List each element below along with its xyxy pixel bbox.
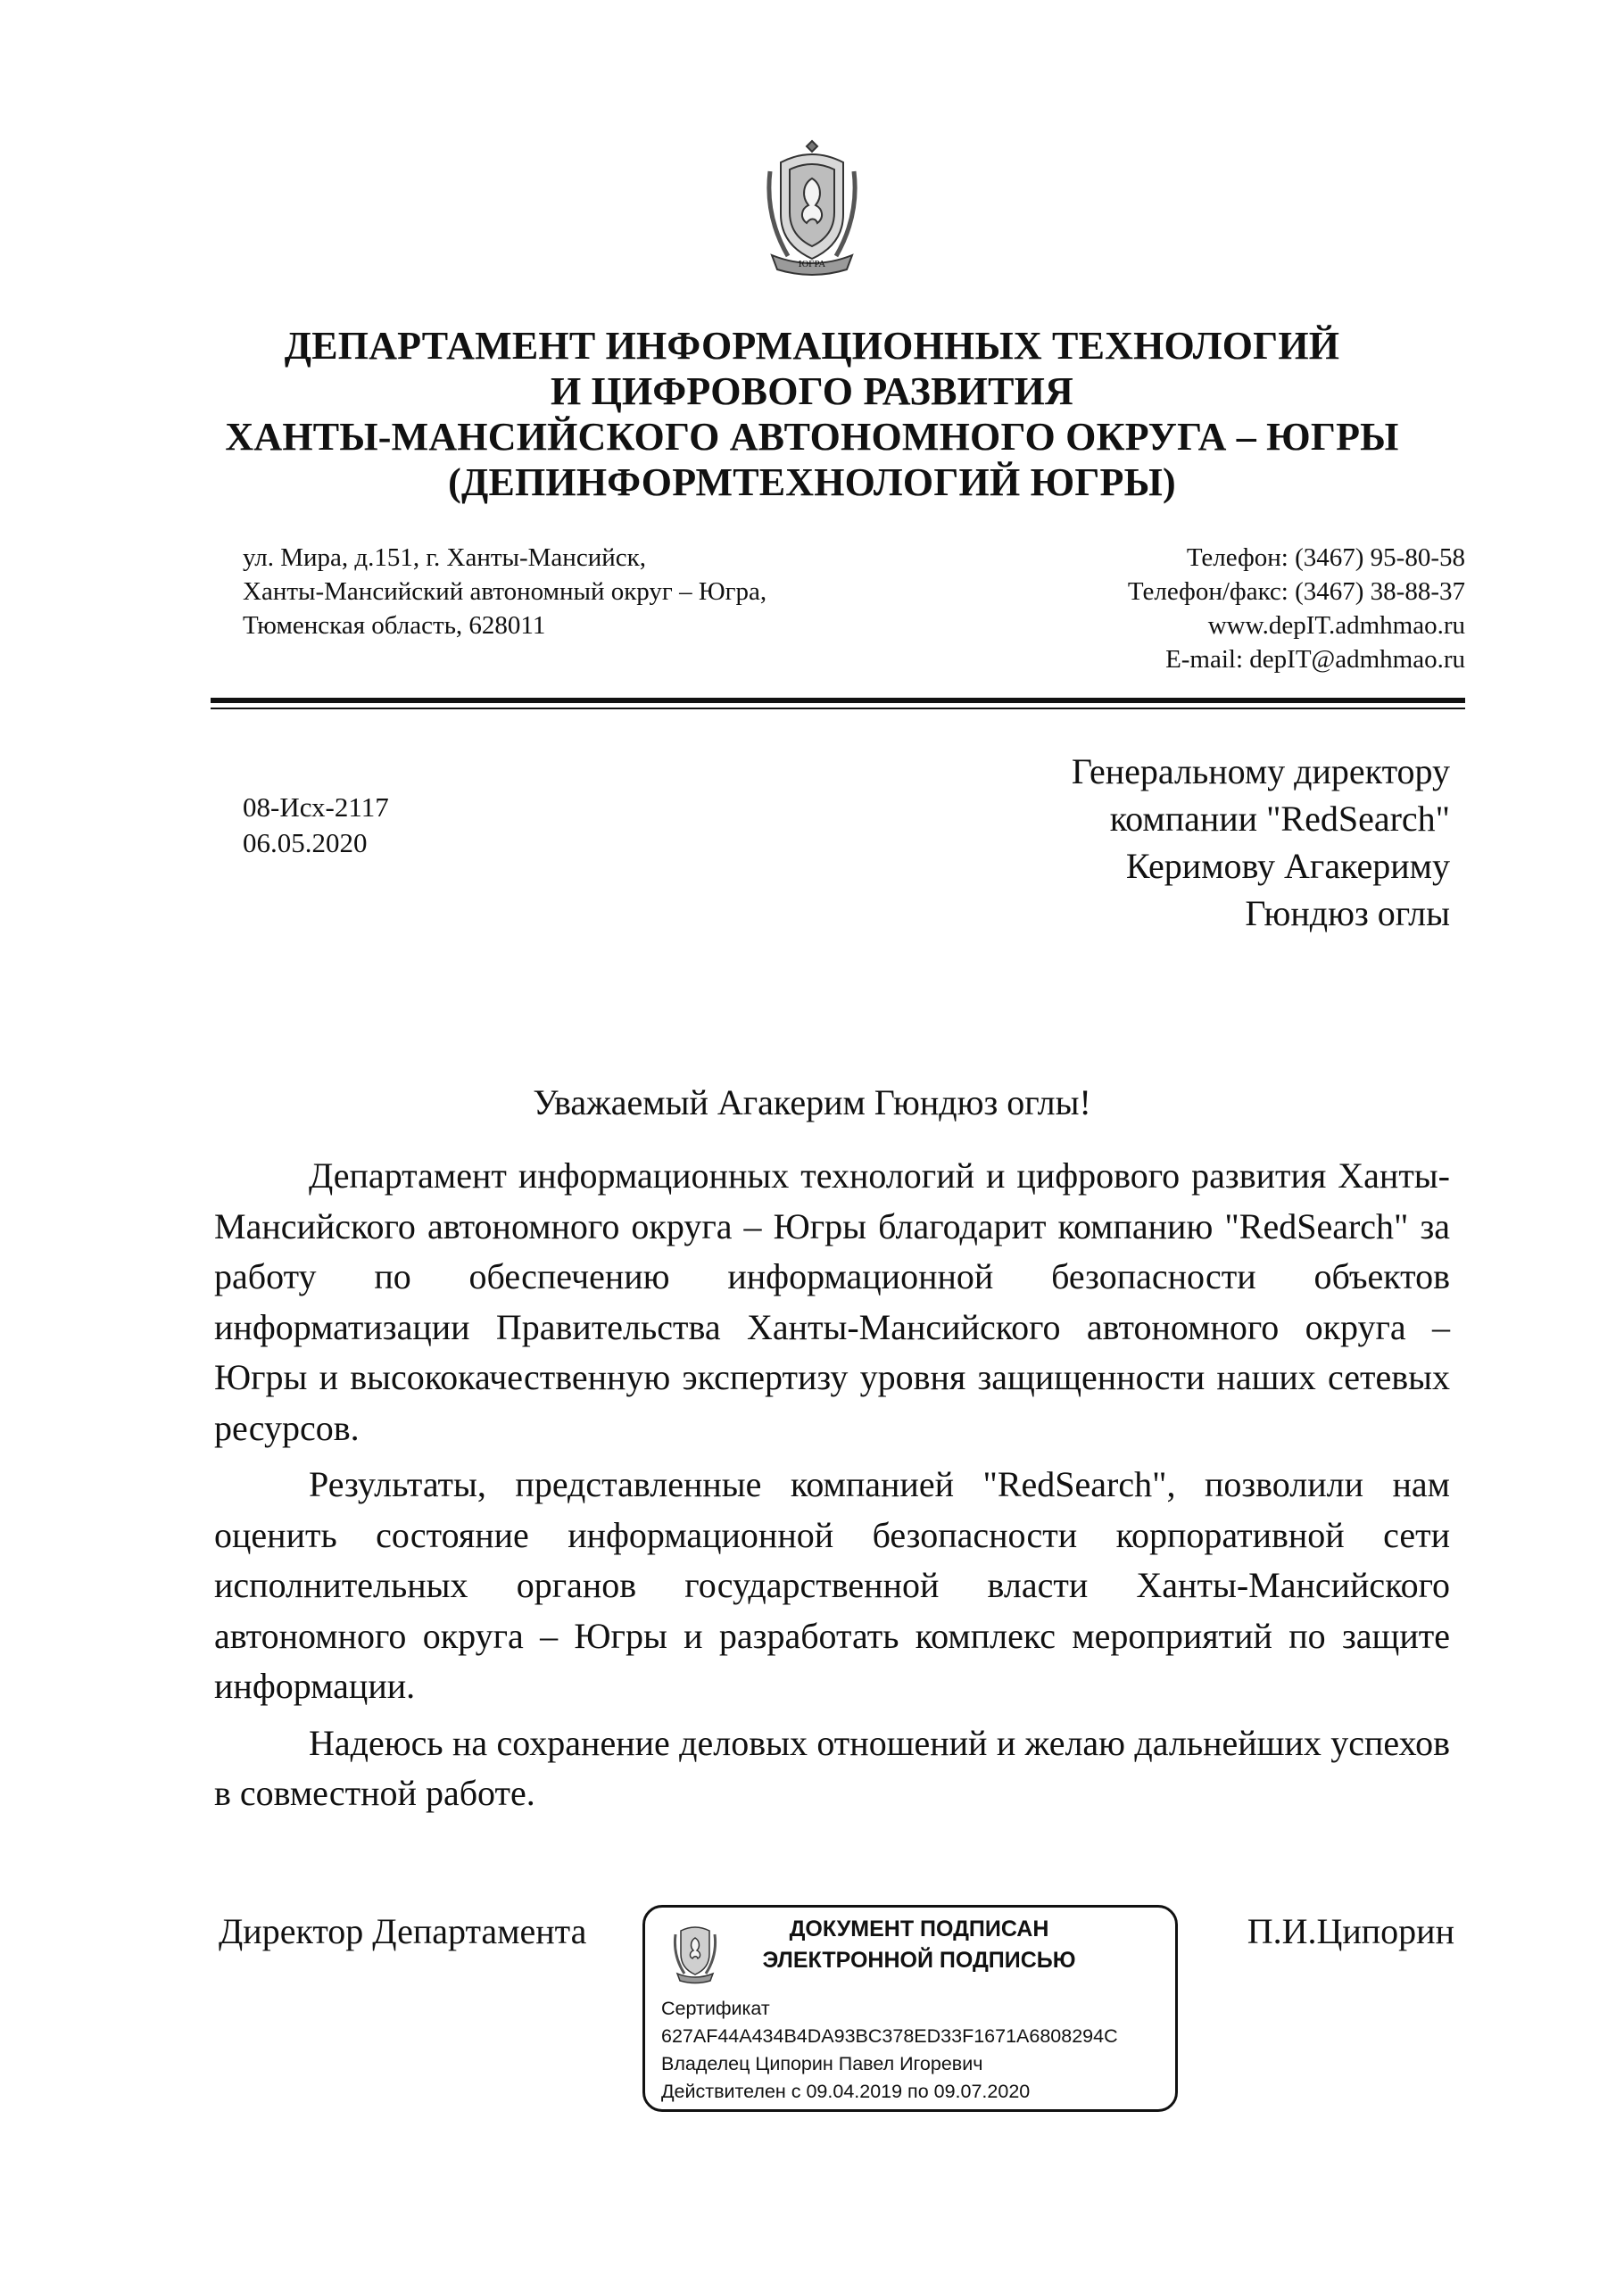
outgoing-reference xyxy=(243,790,389,861)
stamp-heading: ДОКУМЕНТ ПОДПИСАН xyxy=(789,1917,1049,1941)
coat-of-arms-icon xyxy=(763,136,861,278)
header-divider-thick xyxy=(211,698,1465,703)
recipient-line: компании "RedSearch" xyxy=(1109,799,1450,839)
greeting: Уважаемый Агакерим Гюндюз оглы! xyxy=(533,1082,1091,1122)
certificate-label: Сертификат xyxy=(661,1998,770,2019)
certificate-number: 627AF44A434B4DA93BC378ED33F1671A6808294C xyxy=(661,2025,1118,2047)
svg-text:ЮГРА: ЮГРА xyxy=(798,259,826,269)
certificate-owner: Владелец Ципорин Павел Игоревич xyxy=(661,2053,983,2074)
address-line: Тюменская область, 628011 xyxy=(243,611,546,640)
address-block xyxy=(243,541,766,642)
recipient-line: Генеральному директору xyxy=(1071,751,1450,791)
department-title-line: (ДЕПИНФОРМТЕХНОЛОГИЙ ЮГРЫ) xyxy=(448,460,1176,504)
letter-body xyxy=(214,1151,1450,1826)
body-paragraph: Результаты, представленные компанией "RedSearch", позволили нам оценить состояние информационной безопасности корпоративной сети исполнительных органов государственной власти Ханты-Мансийского автономного округа – Югры и разработать комплекс мероприятий по защите информации. xyxy=(214,1464,1450,1706)
body-paragraph: Департамент информационных технологий и цифрового развития Ханты-Мансийского автономного округа – Югры благодарит компанию "RedSearch" за работу по обеспечению информационной безопасности объектов информатизации Правительства Ханты-Мансийского автономного округа – Югры и высококачественную экспертизу уровня защищенности наших сетевых ресурсов. xyxy=(214,1155,1450,1448)
address-line: Ханты-Мансийский автономный округ – Югра, xyxy=(243,577,767,606)
recipient-line: Керимову Агакериму xyxy=(1125,846,1450,886)
signatory-position: Директор Департамента xyxy=(219,1911,587,1951)
outgoing-date: 06.05.2020 xyxy=(243,827,368,858)
website-link[interactable]: www.depIT.admhmao.ru xyxy=(1207,611,1465,640)
phone-line: Телефон: (3467) 95-80-58 xyxy=(1186,543,1465,572)
department-title-line: ХАНТЫ-МАНСИЙСКОГО АВТОНОМНОГО ОКРУГА – ЮГРЫ xyxy=(225,415,1399,459)
recipient-line: Гюндюз оглы xyxy=(1245,893,1450,933)
department-title-line: И ЦИФРОВОГО РАЗВИТИЯ xyxy=(550,369,1074,413)
certificate-validity: Действителен с 09.04.2019 по 09.07.2020 xyxy=(661,2081,1031,2102)
fax-line: Телефон/факс: (3467) 38-88-37 xyxy=(1127,577,1465,606)
stamp-details xyxy=(661,1995,1118,2106)
contacts-block xyxy=(1128,541,1465,676)
email-link[interactable]: E-mail: depIT@admhmao.ru xyxy=(1165,645,1465,674)
department-title-line: ДЕПАРТАМЕНТ ИНФОРМАЦИОННЫХ ТЕХНОЛОГИЙ xyxy=(284,324,1340,368)
header-divider-thin xyxy=(211,708,1465,709)
address-line: ул. Мира, д.151, г. Ханты-Мансийск, xyxy=(243,543,646,572)
department-title xyxy=(0,323,1624,505)
outgoing-number: 08-Исх-2117 xyxy=(243,791,389,823)
e-signature-stamp xyxy=(642,1905,1178,2112)
recipient-block xyxy=(1072,748,1450,937)
body-paragraph: Надеюсь на сохранение деловых отношений и желаю дальнейших успехов в совместной работе. xyxy=(214,1722,1450,1813)
signatory-name: П.И.Ципорин xyxy=(1247,1911,1454,1951)
stamp-heading: ЭЛЕКТРОННОЙ ПОДПИСЬЮ xyxy=(762,1948,1076,1973)
